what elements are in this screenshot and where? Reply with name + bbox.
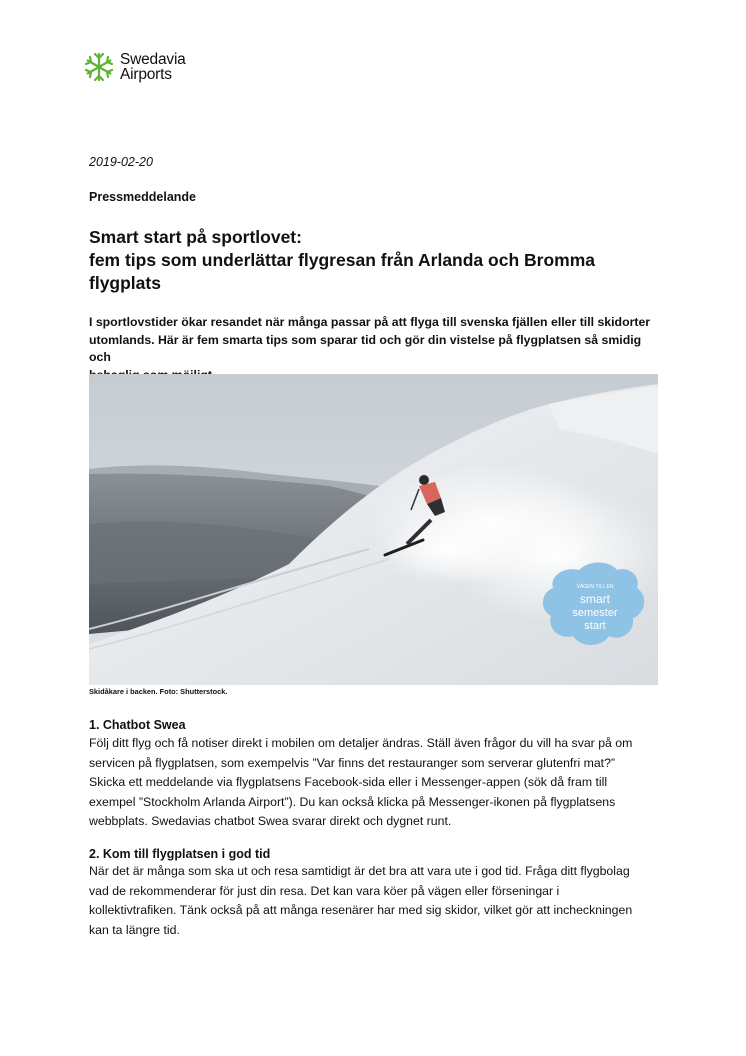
press-date: 2019-02-20 [89, 155, 153, 169]
press-title [89, 226, 649, 295]
section-paragraph [89, 734, 659, 832]
badge-line: start [584, 620, 606, 632]
logo-line-1: Swedavia [120, 51, 186, 68]
snowflake-logo-icon [84, 52, 114, 82]
paragraph-line: kan ta längre tid. [89, 922, 180, 937]
paragraph-line: När det är många som ska ut och resa samtidigt är det bra att vara ute i god tid. Fråga ditt flygbolag [89, 864, 630, 878]
badge-line: smart [580, 592, 610, 606]
swedavia-logo [84, 52, 186, 82]
paragraph-line: vad de rekommenderar för just din resa. Det kan vara köer på vägen eller förseningar i [89, 883, 560, 898]
document-type-label: Pressmeddelande [89, 190, 196, 204]
badge-line: semester [572, 607, 618, 619]
paragraph-line: exempel ”Stockholm Arlanda Airport”). Du kan också klicka på Messenger-ikonen på flygplatsens [89, 794, 616, 809]
section-heading: 2. Kom till flygplatsen i god tid [89, 847, 271, 861]
badge-small-text: VÄGEN TILL EN [576, 584, 614, 590]
title-line: Smart start på sportlovet: [89, 227, 302, 247]
section-paragraph [89, 862, 659, 940]
paragraph-line: servicen på flygplatsen, som exempelvis ”Var finns det restauranger som serverar glutenfri mat?” [89, 755, 616, 770]
logo-line-2: Airports [120, 66, 172, 83]
skier-photo [89, 374, 658, 685]
paragraph-line: Skicka ett meddelande via flygplatsens Facebook-sida eller i Messenger-appen (sök då fram till [89, 775, 608, 789]
paragraph-line: webbplats. Swedavias chatbot Swea svarar direkt och dygnet runt. [89, 814, 452, 828]
intro-line: I sportlovstider ökar resandet när många passar på att flyga till svenska fjällen eller till skidorter [89, 315, 651, 329]
paragraph-line: kollektivtrafiken. Tänk också på att många resenärer har med sig skidor, vilket gör att incheckningen [89, 903, 633, 917]
intro-line: utomlands. Här är fem smarta tips som sparar tid och gör din vistelse på flygplatsen så smidig och [89, 332, 642, 364]
photo-caption: Skidåkare i backen. Foto: Shutterstock. [89, 687, 228, 696]
paragraph-line: Följ ditt flyg och få notiser direkt i mobilen om detaljer ändras. Ställ även frågor du vill ha svar på om [89, 736, 633, 750]
title-line: fem tips som underlättar flygresan från Arlanda och Bromma [89, 250, 595, 270]
title-line: flygplats [89, 273, 161, 293]
section-heading: 1. Chatbot Swea [89, 718, 186, 732]
logo-wordmark [120, 52, 186, 82]
